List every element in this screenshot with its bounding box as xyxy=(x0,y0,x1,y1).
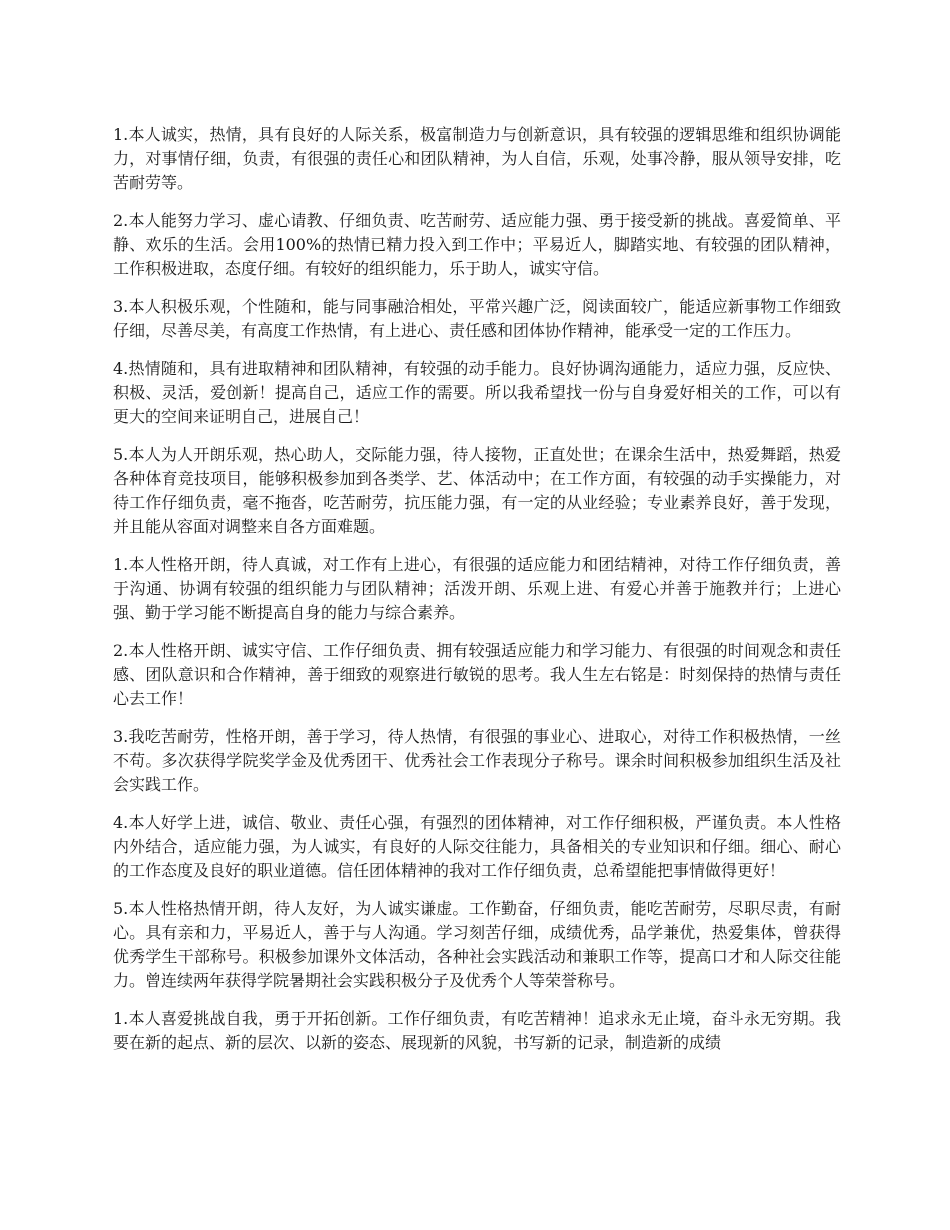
paragraph-6: 1.本人性格开朗，待人真诚，对工作有上进心，有很强的适应能力和团结精神，对待工作仔细负责，善于沟通、协调有较强的组织能力与团队精神；活泼开朗、乐观上进、有爱心并善于施教并行；上进心强、勤于学习能不断提高自身的能力与综合素养。 xyxy=(113,555,841,622)
document-body xyxy=(113,123,841,1069)
paragraph-1: 1.本人诚实，热情，具有良好的人际关系，极富制造力与创新意识，具有较强的逻辑思维和组织协调能力，对事情仔细，负责，有很强的责任心和团队精神，为人自信，乐观，处事冷静，服从领导安排，吃苦耐劳等。 xyxy=(113,125,841,192)
paragraph-8: 3.我吃苦耐劳，性格开朗，善于学习，待人热情，有很强的事业心、进取心，对待工作积极热情，一丝不苟。多次获得学院奖学金及优秀团干、优秀社会工作表现分子称号。课余时间积极参加组织生活及社会实践工作。 xyxy=(113,727,841,794)
paragraph-7: 2.本人性格开朗、诚实守信、工作仔细负责、拥有较强适应能力和学习能力、有很强的时间观念和责任感、团队意识和合作精神，善于细致的观察进行敏锐的思考。我人生左右铭是：时刻保持的热情与责任心去工作！ xyxy=(113,641,841,708)
paragraph-2: 2.本人能努力学习、虚心请教、仔细负责、吃苦耐劳、适应能力强、勇于接受新的挑战。喜爱简单、平静、欢乐的生活。会用100%的热情已精力投入到工作中；平易近人，脚踏实地、有较强的团队精神，工作积极进取，态度仔细。有较好的组织能力，乐于助人，诚实守信。 xyxy=(113,211,841,278)
paragraph-4: 4.热情随和，具有进取精神和团队精神，有较强的动手能力。良好协调沟通能力，适应力强，反应快、积极、灵活，爱创新！提高自己，适应工作的需要。所以我希望找一份与自身爱好相关的工作，可以有更大的空间来证明自己，进展自己！ xyxy=(113,359,841,426)
paragraph-9: 4.本人好学上进，诚信、敬业、责任心强，有强烈的团体精神，对工作仔细积极，严谨负责。本人性格内外结合，适应能力强，为人诚实，有良好的人际交往能力，具备相关的专业知识和仔细。细心、耐心的工作态度及良好的职业道德。信任团体精神的我对工作仔细负责，总希望能把事情做得更好！ xyxy=(113,813,841,880)
paragraph-3: 3.本人积极乐观，个性随和，能与同事融洽相处，平常兴趣广泛，阅读面较广，能适应新事物工作细致仔细，尽善尽美，有高度工作热情，有上进心、责任感和团体协作精神，能承受一定的工作压力。 xyxy=(113,297,841,340)
paragraph-11: 1.本人喜爱挑战自我，勇于开拓创新。工作仔细负责，有吃苦精神！追求永无止境，奋斗永无穷期。我要在新的起点、新的层次、以新的姿态、展现新的风貌，书写新的记录，制造新的成绩 xyxy=(113,1009,841,1052)
paragraph-5: 5.本人为人开朗乐观，热心助人，交际能力强，待人接物，正直处世；在课余生活中，热爱舞蹈，热爱各种体育竞技项目，能够积极参加到各类学、艺、体活动中；在工作方面，有较强的动手实操能力，对待工作仔细负责，毫不拖沓，吃苦耐劳，抗压能力强，有一定的从业经验；专业素养良好，善于发现，并且能从容面对调整来自各方面难题。 xyxy=(113,445,841,536)
paragraph-10: 5.本人性格热情开朗，待人友好，为人诚实谦虚。工作勤奋，仔细负责，能吃苦耐劳，尽职尽责，有耐心。具有亲和力，平易近人，善于与人沟通。学习刻苦仔细，成绩优秀，品学兼优，热爱集体，曾获得优秀学生干部称号。积极参加课外文体活动，各种社会实践活动和兼职工作等，提高口才和人际交往能力。曾连续两年获得学院暑期社会实践积极分子及优秀个人等荣誉称号。 xyxy=(113,899,841,990)
